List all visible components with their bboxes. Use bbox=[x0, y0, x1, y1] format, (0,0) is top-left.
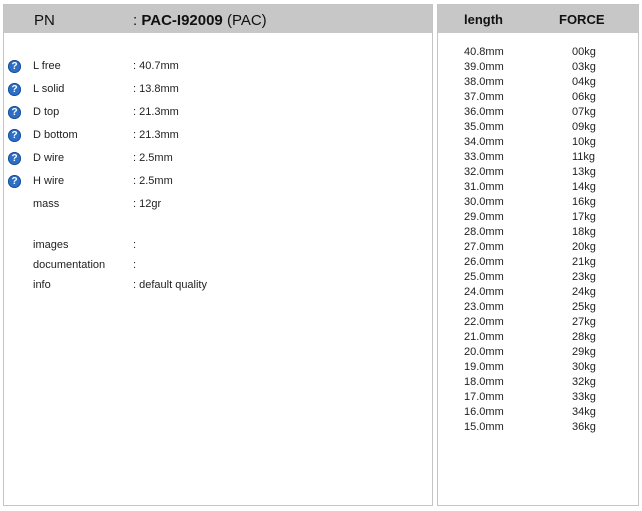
pn-code: PAC-I92009 bbox=[141, 12, 223, 29]
pn-label: PN bbox=[34, 12, 55, 29]
table-row bbox=[438, 286, 638, 301]
force-cell: 11kg bbox=[572, 151, 596, 163]
force-cell: 10kg bbox=[572, 136, 596, 148]
spec-value: : 2.5mm bbox=[133, 175, 173, 187]
table-row bbox=[438, 406, 638, 421]
table-row bbox=[438, 226, 638, 241]
spec-label: D bottom bbox=[33, 129, 78, 141]
length-cell: 36.0mm bbox=[464, 106, 504, 118]
extra-row-0 bbox=[4, 237, 424, 257]
length-cell: 15.0mm bbox=[464, 421, 504, 433]
length-cell: 23.0mm bbox=[464, 301, 504, 313]
length-cell: 35.0mm bbox=[464, 121, 504, 133]
table-row bbox=[438, 136, 638, 151]
force-cell: 14kg bbox=[572, 181, 596, 193]
force-cell: 36kg bbox=[572, 421, 596, 433]
spec-value: : 40.7mm bbox=[133, 60, 179, 72]
force-cell: 07kg bbox=[572, 106, 596, 118]
spring-details-panel bbox=[3, 4, 433, 506]
spec-row bbox=[4, 150, 424, 170]
force-cell: 20kg bbox=[572, 241, 596, 253]
table-row bbox=[438, 346, 638, 361]
table-row bbox=[438, 421, 638, 436]
force-cell: 27kg bbox=[572, 316, 596, 328]
part-header bbox=[4, 5, 432, 33]
length-cell: 29.0mm bbox=[464, 211, 504, 223]
spec-label: D top bbox=[33, 106, 60, 118]
spec-value: : 21.3mm bbox=[133, 129, 179, 141]
extra-value: : default quality bbox=[133, 279, 207, 291]
table-row bbox=[438, 196, 638, 211]
table-row bbox=[438, 256, 638, 271]
force-cell: 18kg bbox=[572, 226, 596, 238]
force-cell: 13kg bbox=[572, 166, 596, 178]
length-cell: 19.0mm bbox=[464, 361, 504, 373]
force-cell: 25kg bbox=[572, 301, 596, 313]
force-cell: 17kg bbox=[572, 211, 596, 223]
spec-value: : 21.3mm bbox=[133, 106, 179, 118]
length-cell: 16.0mm bbox=[464, 406, 504, 418]
extra-value: : bbox=[133, 239, 137, 251]
spec-row bbox=[4, 127, 424, 147]
extra-label: info bbox=[33, 279, 51, 291]
column-header-length: length bbox=[464, 12, 503, 27]
length-cell: 28.0mm bbox=[464, 226, 504, 238]
table-row bbox=[438, 121, 638, 136]
help-icon[interactable]: ? bbox=[8, 152, 21, 165]
table-row bbox=[438, 91, 638, 106]
pn-prefix: : bbox=[133, 12, 142, 29]
length-cell: 39.0mm bbox=[464, 61, 504, 73]
table-row bbox=[438, 316, 638, 331]
spec-row bbox=[4, 173, 424, 193]
table-row bbox=[438, 61, 638, 76]
spec-value: : 12gr bbox=[133, 198, 162, 210]
spec-row bbox=[4, 81, 424, 101]
spec-row bbox=[4, 58, 424, 78]
force-cell: 16kg bbox=[572, 196, 596, 208]
column-header-force: FORCE bbox=[559, 12, 605, 27]
force-cell: 04kg bbox=[572, 76, 596, 88]
length-cell: 37.0mm bbox=[464, 91, 504, 103]
spec-value: : 13.8mm bbox=[133, 83, 179, 95]
force-cell: 21kg bbox=[572, 256, 596, 268]
table-row bbox=[438, 106, 638, 121]
extra-value: : bbox=[133, 259, 137, 271]
extra-label: images bbox=[33, 239, 69, 251]
length-cell: 27.0mm bbox=[464, 241, 504, 253]
help-icon[interactable]: ? bbox=[8, 175, 21, 188]
force-cell: 30kg bbox=[572, 361, 596, 373]
force-cell: 34kg bbox=[572, 406, 596, 418]
length-cell: 33.0mm bbox=[464, 151, 504, 163]
length-cell: 30.0mm bbox=[464, 196, 504, 208]
length-cell: 32.0mm bbox=[464, 166, 504, 178]
length-cell: 40.8mm bbox=[464, 46, 504, 58]
help-icon[interactable]: ? bbox=[8, 83, 21, 96]
length-cell: 18.0mm bbox=[464, 376, 504, 388]
force-cell: 24kg bbox=[572, 286, 596, 298]
force-table-panel bbox=[437, 4, 639, 506]
force-cell: 09kg bbox=[572, 121, 596, 133]
extra-row-2 bbox=[4, 277, 424, 297]
length-cell: 20.0mm bbox=[464, 346, 504, 358]
table-row bbox=[438, 181, 638, 196]
force-cell: 28kg bbox=[572, 331, 596, 343]
force-cell: 32kg bbox=[572, 376, 596, 388]
pn-value bbox=[133, 12, 267, 29]
length-cell: 17.0mm bbox=[464, 391, 504, 403]
table-row bbox=[438, 241, 638, 256]
table-row bbox=[438, 46, 638, 61]
extra-row-1 bbox=[4, 257, 424, 277]
spec-row bbox=[4, 196, 424, 216]
force-cell: 33kg bbox=[572, 391, 596, 403]
spec-row bbox=[4, 104, 424, 124]
help-icon[interactable]: ? bbox=[8, 129, 21, 142]
spec-label: L free bbox=[33, 60, 61, 72]
spec-label: mass bbox=[33, 198, 60, 210]
force-table-header bbox=[438, 5, 638, 33]
table-row bbox=[438, 76, 638, 91]
table-row bbox=[438, 361, 638, 376]
length-cell: 34.0mm bbox=[464, 136, 504, 148]
table-row bbox=[438, 331, 638, 346]
spec-value: : 2.5mm bbox=[133, 152, 173, 164]
spec-label: D wire bbox=[33, 152, 65, 164]
table-row bbox=[438, 211, 638, 226]
help-icon[interactable]: ? bbox=[8, 106, 21, 119]
length-cell: 31.0mm bbox=[464, 181, 504, 193]
table-row bbox=[438, 301, 638, 316]
length-cell: 24.0mm bbox=[464, 286, 504, 298]
length-cell: 22.0mm bbox=[464, 316, 504, 328]
force-cell: 29kg bbox=[572, 346, 596, 358]
length-cell: 26.0mm bbox=[464, 256, 504, 268]
force-cell: 00kg bbox=[572, 46, 596, 58]
table-row bbox=[438, 376, 638, 391]
length-cell: 21.0mm bbox=[464, 331, 504, 343]
force-cell: 23kg bbox=[572, 271, 596, 283]
spec-label: L solid bbox=[33, 83, 65, 95]
help-icon[interactable]: ? bbox=[8, 60, 21, 73]
table-row bbox=[438, 151, 638, 166]
length-cell: 38.0mm bbox=[464, 76, 504, 88]
table-row bbox=[438, 391, 638, 406]
length-cell: 25.0mm bbox=[464, 271, 504, 283]
extra-label: documentation bbox=[33, 259, 106, 271]
spec-label: H wire bbox=[33, 175, 65, 187]
force-cell: 03kg bbox=[572, 61, 596, 73]
table-row bbox=[438, 271, 638, 286]
pn-suffix: (PAC) bbox=[222, 12, 267, 29]
force-cell: 06kg bbox=[572, 91, 596, 103]
table-row bbox=[438, 166, 638, 181]
